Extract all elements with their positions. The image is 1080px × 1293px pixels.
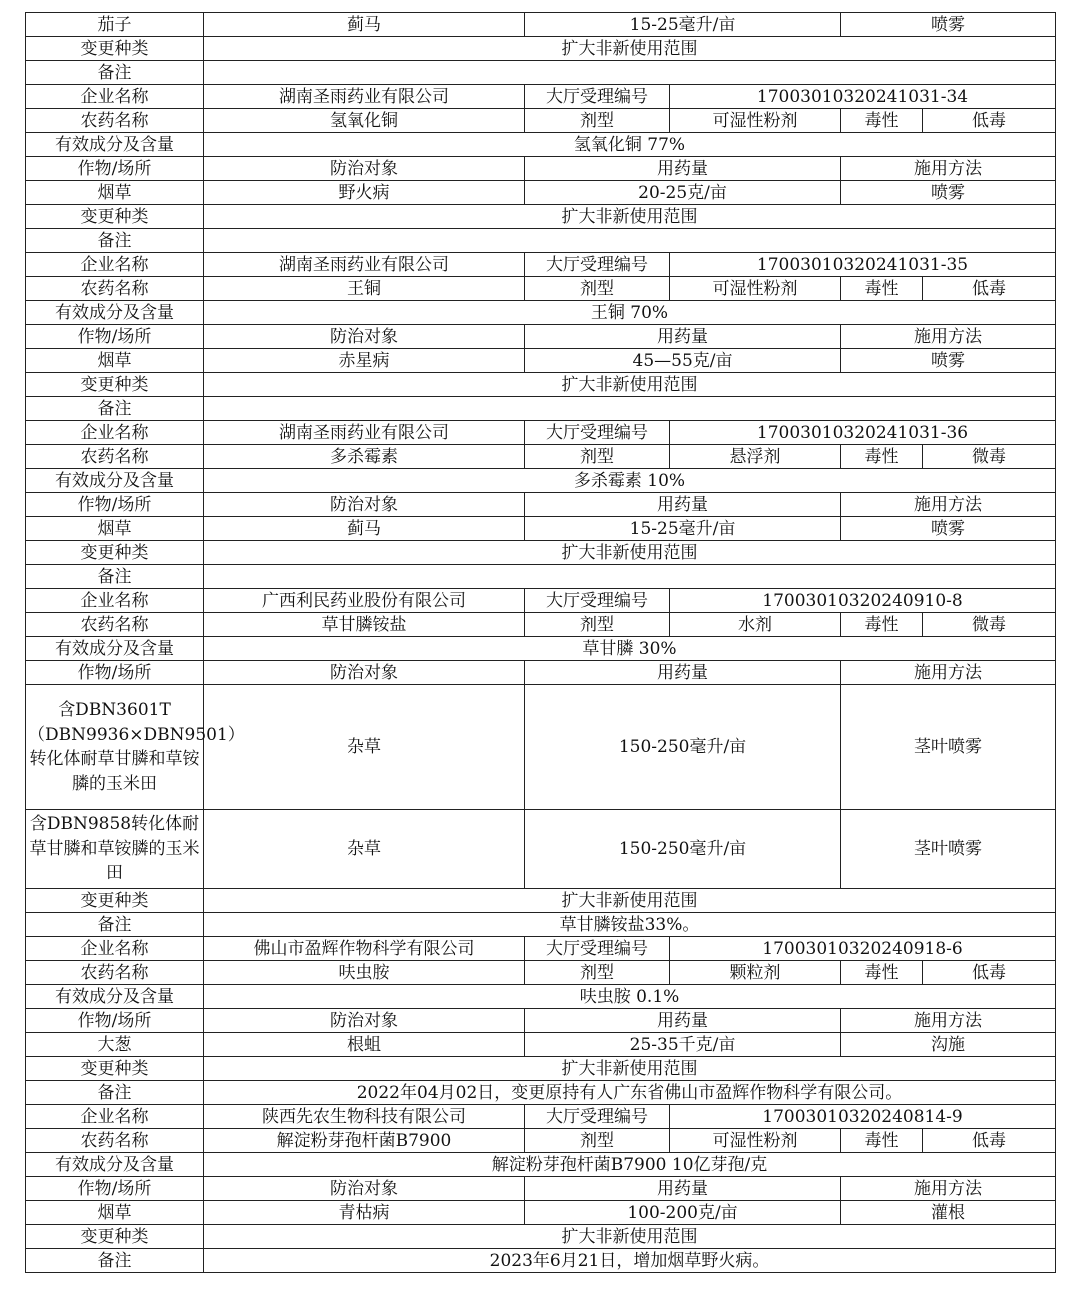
method-cell: 灌根 xyxy=(841,1201,1056,1225)
change-type-label: 变更种类 xyxy=(26,1057,204,1081)
remark-row xyxy=(26,1249,1056,1273)
crop-header: 作物/场所 xyxy=(26,325,204,349)
target-cell: 杂草 xyxy=(204,685,525,810)
change-type-value: 扩大非新使用范围 xyxy=(204,37,1056,61)
remark-value xyxy=(204,565,1056,589)
company-value: 湖南圣雨药业有限公司 xyxy=(204,85,525,109)
hall-no-label: 大厅受理编号 xyxy=(525,589,670,613)
crop-cell: 烟草 xyxy=(26,349,204,373)
formulation-label: 剂型 xyxy=(525,961,670,985)
formulation-value: 颗粒剂 xyxy=(670,961,841,985)
use-header-row xyxy=(26,1009,1056,1033)
crop-cell: 含DBN3601T（DBN9936×DBN9501）转化体耐草甘膦和草铵膦的玉米田 xyxy=(26,685,204,810)
use-header-row xyxy=(26,661,1056,685)
dosage-cell: 20-25克/亩 xyxy=(525,181,841,205)
dosage-cell: 15-25毫升/亩 xyxy=(525,517,841,541)
change-type-label: 变更种类 xyxy=(26,37,204,61)
change-type-value: 扩大非新使用范围 xyxy=(204,1057,1056,1081)
crop-cell: 烟草 xyxy=(26,517,204,541)
crop-cell: 烟草 xyxy=(26,1201,204,1225)
method-cell: 沟施 xyxy=(841,1033,1056,1057)
use-row xyxy=(26,349,1056,373)
hall-no-value: 17003010320241031-35 xyxy=(670,253,1056,277)
change-type-label: 变更种类 xyxy=(26,541,204,565)
remark-value xyxy=(204,229,1056,253)
change-row xyxy=(26,373,1056,397)
company-row xyxy=(26,85,1056,109)
dosage-header: 用药量 xyxy=(525,493,841,517)
ingredient-row xyxy=(26,469,1056,493)
formulation-label: 剂型 xyxy=(525,109,670,133)
use-row xyxy=(26,810,1056,889)
pesticide-value: 王铜 xyxy=(204,277,525,301)
remark-row xyxy=(26,61,1056,85)
method-cell: 喷雾 xyxy=(841,181,1056,205)
formulation-label: 剂型 xyxy=(525,277,670,301)
company-label: 企业名称 xyxy=(26,421,204,445)
pesticide-row xyxy=(26,445,1056,469)
remark-value xyxy=(204,61,1056,85)
toxicity-value: 低毒 xyxy=(923,277,1056,301)
ingredient-row xyxy=(26,1153,1056,1177)
target-cell: 蓟马 xyxy=(204,517,525,541)
use-header-row xyxy=(26,1177,1056,1201)
remark-row xyxy=(26,565,1056,589)
remark-label: 备注 xyxy=(26,1249,204,1273)
hall-no-value: 17003010320241031-36 xyxy=(670,421,1056,445)
ingredient-row xyxy=(26,637,1056,661)
pesticide-row xyxy=(26,961,1056,985)
dosage-header: 用药量 xyxy=(525,1177,841,1201)
method-header: 施用方法 xyxy=(841,493,1056,517)
toxicity-label: 毒性 xyxy=(841,445,923,469)
toxicity-value: 低毒 xyxy=(923,961,1056,985)
change-type-value: 扩大非新使用范围 xyxy=(204,541,1056,565)
change-type-value: 扩大非新使用范围 xyxy=(204,205,1056,229)
dosage-header: 用药量 xyxy=(525,157,841,181)
change-type-value: 扩大非新使用范围 xyxy=(204,373,1056,397)
pesticide-label: 农药名称 xyxy=(26,277,204,301)
company-row xyxy=(26,589,1056,613)
remark-label: 备注 xyxy=(26,61,204,85)
toxicity-value: 微毒 xyxy=(923,613,1056,637)
use-header-row xyxy=(26,493,1056,517)
pesticide-value: 草甘膦铵盐 xyxy=(204,613,525,637)
hall-no-label: 大厅受理编号 xyxy=(525,937,670,961)
hall-no-label: 大厅受理编号 xyxy=(525,253,670,277)
formulation-label: 剂型 xyxy=(525,1129,670,1153)
toxicity-label: 毒性 xyxy=(841,961,923,985)
pesticide-value: 呋虫胺 xyxy=(204,961,525,985)
use-row xyxy=(26,685,1056,810)
company-label: 企业名称 xyxy=(26,85,204,109)
toxicity-label: 毒性 xyxy=(841,109,923,133)
company-label: 企业名称 xyxy=(26,253,204,277)
ingredient-row xyxy=(26,985,1056,1009)
hall-no-label: 大厅受理编号 xyxy=(525,1105,670,1129)
method-cell: 茎叶喷雾 xyxy=(841,810,1056,889)
method-cell: 喷雾 xyxy=(841,517,1056,541)
company-row xyxy=(26,937,1056,961)
formulation-label: 剂型 xyxy=(525,445,670,469)
hall-no-value: 17003010320240814-9 xyxy=(670,1105,1056,1129)
company-label: 企业名称 xyxy=(26,1105,204,1129)
crop-header: 作物/场所 xyxy=(26,1009,204,1033)
registration-table xyxy=(25,12,1056,1273)
target-header: 防治对象 xyxy=(204,661,525,685)
ingredient-value: 呋虫胺 0.1% xyxy=(204,985,1056,1009)
ingredient-label: 有效成分及含量 xyxy=(26,637,204,661)
hall-no-value: 17003010320240910-8 xyxy=(670,589,1056,613)
dosage-cell: 45—55克/亩 xyxy=(525,349,841,373)
method-header: 施用方法 xyxy=(841,157,1056,181)
crop-header: 作物/场所 xyxy=(26,661,204,685)
use-row xyxy=(26,1033,1056,1057)
ingredient-label: 有效成分及含量 xyxy=(26,985,204,1009)
company-label: 企业名称 xyxy=(26,589,204,613)
remark-value xyxy=(204,397,1056,421)
toxicity-value: 低毒 xyxy=(923,1129,1056,1153)
toxicity-label: 毒性 xyxy=(841,277,923,301)
pesticide-row xyxy=(26,1129,1056,1153)
formulation-value: 可湿性粉剂 xyxy=(670,1129,841,1153)
remark-row xyxy=(26,397,1056,421)
remark-row xyxy=(26,1081,1056,1105)
hall-no-label: 大厅受理编号 xyxy=(525,85,670,109)
company-value: 湖南圣雨药业有限公司 xyxy=(204,253,525,277)
remark-row xyxy=(26,229,1056,253)
pesticide-label: 农药名称 xyxy=(26,961,204,985)
use-header-row xyxy=(26,157,1056,181)
use-row xyxy=(26,1201,1056,1225)
ingredient-row xyxy=(26,133,1056,157)
remark-label: 备注 xyxy=(26,1081,204,1105)
pesticide-value: 氢氧化铜 xyxy=(204,109,525,133)
ingredient-label: 有效成分及含量 xyxy=(26,133,204,157)
target-header: 防治对象 xyxy=(204,157,525,181)
remark-value: 草甘膦铵盐33%。 xyxy=(204,913,1056,937)
crop-cell: 烟草 xyxy=(26,181,204,205)
use-row xyxy=(26,181,1056,205)
company-row xyxy=(26,421,1056,445)
crop-header: 作物/场所 xyxy=(26,157,204,181)
change-row xyxy=(26,889,1056,913)
company-value: 佛山市盈辉作物科学有限公司 xyxy=(204,937,525,961)
company-label: 企业名称 xyxy=(26,937,204,961)
method-cell: 茎叶喷雾 xyxy=(841,685,1056,810)
dosage-cell: 150-250毫升/亩 xyxy=(525,685,841,810)
target-cell: 青枯病 xyxy=(204,1201,525,1225)
remark-label: 备注 xyxy=(26,913,204,937)
target-header: 防治对象 xyxy=(204,1009,525,1033)
use-row xyxy=(26,13,1056,37)
use-header-row xyxy=(26,325,1056,349)
ingredient-value: 解淀粉芽孢杆菌B7900 10亿芽孢/克 xyxy=(204,1153,1056,1177)
pesticide-label: 农药名称 xyxy=(26,109,204,133)
change-type-label: 变更种类 xyxy=(26,373,204,397)
formulation-value: 可湿性粉剂 xyxy=(670,109,841,133)
ingredient-value: 氢氧化铜 77% xyxy=(204,133,1056,157)
formulation-value: 水剂 xyxy=(670,613,841,637)
remark-value: 2022年04月02日，变更原持有人广东省佛山市盈辉作物科学有限公司。 xyxy=(204,1081,1056,1105)
target-cell: 根蛆 xyxy=(204,1033,525,1057)
change-row xyxy=(26,541,1056,565)
change-type-label: 变更种类 xyxy=(26,205,204,229)
toxicity-label: 毒性 xyxy=(841,1129,923,1153)
change-row xyxy=(26,1225,1056,1249)
target-cell: 野火病 xyxy=(204,181,525,205)
pesticide-value: 解淀粉芽孢杆菌B7900 xyxy=(204,1129,525,1153)
formulation-value: 可湿性粉剂 xyxy=(670,277,841,301)
method-cell: 喷雾 xyxy=(841,349,1056,373)
dosage-header: 用药量 xyxy=(525,1009,841,1033)
dosage-header: 用药量 xyxy=(525,325,841,349)
change-type-value: 扩大非新使用范围 xyxy=(204,1225,1056,1249)
toxicity-label: 毒性 xyxy=(841,613,923,637)
formulation-value: 悬浮剂 xyxy=(670,445,841,469)
target-cell: 蓟马 xyxy=(204,13,525,37)
company-row xyxy=(26,253,1056,277)
use-row xyxy=(26,517,1056,541)
pesticide-label: 农药名称 xyxy=(26,445,204,469)
ingredient-label: 有效成分及含量 xyxy=(26,301,204,325)
company-value: 陕西先农生物科技有限公司 xyxy=(204,1105,525,1129)
company-value: 湖南圣雨药业有限公司 xyxy=(204,421,525,445)
company-row xyxy=(26,1105,1056,1129)
target-cell: 赤星病 xyxy=(204,349,525,373)
remark-label: 备注 xyxy=(26,565,204,589)
method-header: 施用方法 xyxy=(841,1177,1056,1201)
remark-value: 2023年6月21日，增加烟草野火病。 xyxy=(204,1249,1056,1273)
pesticide-value: 多杀霉素 xyxy=(204,445,525,469)
method-header: 施用方法 xyxy=(841,325,1056,349)
company-value: 广西利民药业股份有限公司 xyxy=(204,589,525,613)
target-header: 防治对象 xyxy=(204,1177,525,1201)
crop-cell: 含DBN9858转化体耐草甘膦和草铵膦的玉米田 xyxy=(26,810,204,889)
toxicity-value: 低毒 xyxy=(923,109,1056,133)
change-type-label: 变更种类 xyxy=(26,889,204,913)
change-row xyxy=(26,205,1056,229)
ingredient-label: 有效成分及含量 xyxy=(26,469,204,493)
dosage-cell: 150-250毫升/亩 xyxy=(525,810,841,889)
remark-row xyxy=(26,913,1056,937)
pesticide-label: 农药名称 xyxy=(26,1129,204,1153)
hall-no-value: 17003010320240918-6 xyxy=(670,937,1056,961)
target-cell: 杂草 xyxy=(204,810,525,889)
remark-label: 备注 xyxy=(26,397,204,421)
remark-label: 备注 xyxy=(26,229,204,253)
dosage-cell: 15-25毫升/亩 xyxy=(525,13,841,37)
pesticide-label: 农药名称 xyxy=(26,613,204,637)
pesticide-row xyxy=(26,613,1056,637)
ingredient-label: 有效成分及含量 xyxy=(26,1153,204,1177)
pesticide-row xyxy=(26,109,1056,133)
crop-cell: 大葱 xyxy=(26,1033,204,1057)
ingredient-row xyxy=(26,301,1056,325)
pesticide-row xyxy=(26,277,1056,301)
toxicity-value: 微毒 xyxy=(923,445,1056,469)
change-type-value: 扩大非新使用范围 xyxy=(204,889,1056,913)
dosage-cell: 25-35千克/亩 xyxy=(525,1033,841,1057)
crop-header: 作物/场所 xyxy=(26,493,204,517)
change-row xyxy=(26,37,1056,61)
change-type-label: 变更种类 xyxy=(26,1225,204,1249)
dosage-cell: 100-200克/亩 xyxy=(525,1201,841,1225)
crop-header: 作物/场所 xyxy=(26,1177,204,1201)
ingredient-value: 王铜 70% xyxy=(204,301,1056,325)
formulation-label: 剂型 xyxy=(525,613,670,637)
target-header: 防治对象 xyxy=(204,325,525,349)
target-header: 防治对象 xyxy=(204,493,525,517)
ingredient-value: 多杀霉素 10% xyxy=(204,469,1056,493)
change-row xyxy=(26,1057,1056,1081)
hall-no-label: 大厅受理编号 xyxy=(525,421,670,445)
hall-no-value: 17003010320241031-34 xyxy=(670,85,1056,109)
crop-cell: 茄子 xyxy=(26,13,204,37)
method-header: 施用方法 xyxy=(841,1009,1056,1033)
method-cell: 喷雾 xyxy=(841,13,1056,37)
dosage-header: 用药量 xyxy=(525,661,841,685)
ingredient-value: 草甘膦 30% xyxy=(204,637,1056,661)
method-header: 施用方法 xyxy=(841,661,1056,685)
